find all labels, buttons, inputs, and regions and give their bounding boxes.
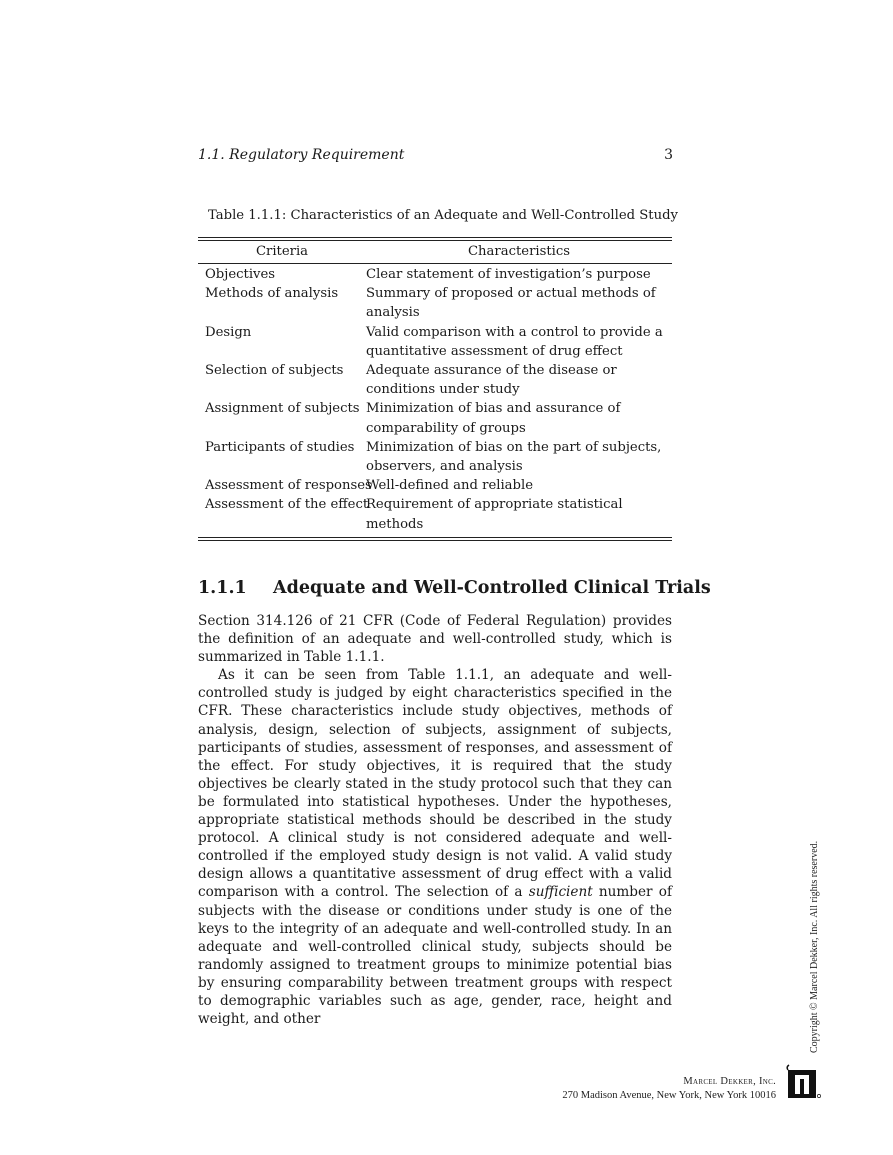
table-row (198, 284, 672, 322)
table-row (198, 265, 672, 284)
characteristics-cell: Minimization of bias on the part of subjects, observers, and analysis (366, 439, 662, 475)
criteria-cell: Methods of analysis (205, 286, 339, 302)
emphasized-word: sufficient (528, 884, 593, 901)
paragraph: Section 314.126 of 21 CFR (Code of Federal Regulation) provides the definition of an adequate and well-controlled study, which is summarized in Table 1.1.1. (198, 613, 672, 666)
table-bottom-rule (198, 537, 672, 541)
characteristics-cell: Adequate assurance of the disease or conditions under study (366, 363, 617, 398)
paragraph-text: number of subjects with the disease or conditions under study is one of the keys to the integrity of an adequate and well-controlled study. In an adequate and well-controlled clinical study, subjects should be randomly assigned to treatment groups to minimize potential bias by ensuring comparability between treatment groups with respect to demographic variables such as age, gender, race, height and weight, and other (198, 884, 672, 1028)
criteria-cell: Design (205, 324, 252, 340)
publisher-name: Marcel Dekker, Inc. (683, 1076, 776, 1087)
running-title: 1.1. Regulatory Requirement (198, 147, 405, 163)
table-body (198, 264, 672, 537)
characteristics-cell: Minimization of bias and assurance of comparability of groups (366, 401, 621, 436)
table-row (198, 495, 672, 533)
characteristics-cell: Valid comparison with a control to provide a quantitative assessment of drug effect (366, 324, 663, 359)
criteria-cell: Assessment of the effect (205, 497, 369, 513)
table-row (198, 476, 672, 495)
characteristics-cell: Clear statement of investigation’s purpose (366, 267, 651, 282)
characteristics-cell: Summary of proposed or actual methods of analysis (366, 286, 656, 321)
criteria-cell: Participants of studies (205, 439, 355, 455)
paragraph (198, 666, 672, 1028)
table-row (198, 438, 672, 476)
criteria-cell: Assignment of subjects (205, 401, 360, 417)
criteria-cell: Selection of subjects (205, 363, 344, 379)
running-header (198, 147, 673, 167)
page-number: 3 (664, 147, 673, 163)
table-row (198, 323, 672, 361)
publisher-imprint (562, 1075, 776, 1103)
column-header-characteristics: Characteristics (467, 244, 571, 259)
table-caption: Table 1.1.1: Characteristics of an Adequate and Well-Controlled Study (208, 208, 678, 223)
table-header-row (198, 241, 672, 263)
criteria-cell: Objectives (205, 267, 276, 282)
body-text (198, 612, 672, 1028)
marcel-dekker-logo-icon (786, 1064, 822, 1100)
paragraph-text: As it can be seen from Table 1.1.1, an adequate and well-controlled study is judged by eight characteristics specified in the CFR. These characteristics include study objectives, methods of analysis, design, selection of subjects, assignment of subjects, participants of studies, assessment of responses, and assessment of the effect. For study objectives, it is required that the study objectives be clearly stated in the study protocol such that they can be formulated into statistical hypotheses. Under the hypotheses, appropriate statistical methods should be described in the study protocol. A clinical study is not considered adequate and well-controlled if the employed study design is not valid. A valid study design allows a quantitative assessment of drug effect with a valid comparison with a control. The selection of a (198, 667, 672, 901)
section-heading (198, 578, 711, 598)
characteristics-cell: Requirement of appropriate statistical methods (366, 497, 623, 532)
column-header-criteria: Criteria (255, 244, 309, 259)
section-number: 1.1.1 (198, 578, 247, 598)
table-row (198, 399, 672, 437)
characteristics-table (198, 237, 672, 541)
copyright-notice: Copyright © Marcel Dekker, Inc. All rights reserved. (809, 840, 820, 1053)
publisher-address: 270 Madison Avenue, New York, New York 10016 (562, 1090, 776, 1101)
characteristics-cell: Well-defined and reliable (366, 478, 534, 494)
section-title: Adequate and Well-Controlled Clinical Trials (273, 578, 711, 598)
table-row (198, 361, 672, 399)
criteria-cell: Assessment of responses (205, 478, 372, 494)
